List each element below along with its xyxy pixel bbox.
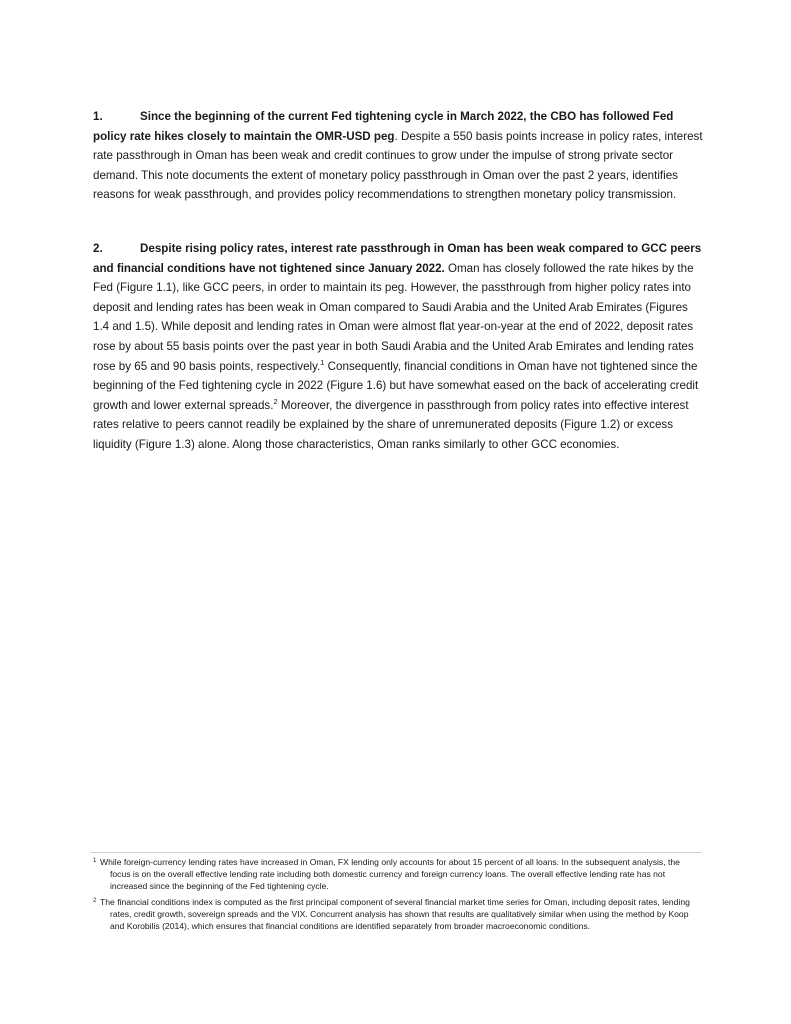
paragraph-number: 1. xyxy=(93,110,103,123)
paragraph-number: 2. xyxy=(93,242,103,255)
footnote-mark: 1 xyxy=(93,858,97,864)
footnote-ref-1[interactable]: 1 xyxy=(320,357,325,367)
footnote-divider xyxy=(90,852,702,853)
footnote-2 xyxy=(93,897,699,932)
footnote-1 xyxy=(93,857,699,892)
paragraph-1 xyxy=(93,107,703,205)
paragraph-lead: Despite rising policy rates, interest rate passthrough in Oman has been weak compared to GCC peers and financial conditions have not tightened since January 2022. xyxy=(93,242,702,275)
paragraph-body: . Despite a 550 basis points increase in policy rates, interest rate passthrough in Oman has been weak and credit continues to grow under the impulse of strong private sector demand. This note documents the extent of monetary policy passthrough in Oman over the past 2 years, identifies reasons for weak passthrough, and provides policy recommendations to strengthen monetary policy transmission. xyxy=(93,129,703,202)
paragraph-lead: Since the beginning of the current Fed tightening cycle in March 2022, the CBO has followed Fed policy rate hikes closely to maintain the OMR-USD peg xyxy=(93,110,674,143)
paragraph-2 xyxy=(93,239,703,455)
footnote-ref-2[interactable]: 2 xyxy=(273,396,278,406)
footnote-mark: 2 xyxy=(93,898,97,904)
footnote-text: The financial conditions index is computed as the first principal component of several financial market time series for Oman, including deposit rates, lending rates, credit growth, sovereign spreads and the VIX. Concurrent analysis has shown that results are qualitatively similar when using the method by Koop and Korobilis (2014), which ensures that financial conditions are identified separately from broader macroeconomic conditions. xyxy=(100,897,690,931)
paragraph-body-part-2: Consequently, financial conditions in Oman have not tightened since the beginning of the Fed tightening cycle in 2022 (Figure 1.6) but have somewhat eased on the back of accelerating credit growth and lower external spreads. xyxy=(93,359,699,412)
footnote-text: While foreign-currency lending rates have increased in Oman, FX lending only accounts for about 15 percent of all loans. In the subsequent analysis, the focus is on the overall effective lending rate including both domestic currency and foreign currency loans. The overall effective lending rate has not increased since the beginning of the Fed tightening cycle. xyxy=(100,857,680,891)
paragraph-body-part-1: Oman has closely followed the rate hikes by the Fed (Figure 1.1), like GCC peers, in order to maintain its peg. However, the passthrough from higher policy rates into deposit and lending rates has been weak in Oman compared to Saudi Arabia and the United Arab Emirates (Figures 1.4 and 1.5). While deposit and lending rates in Oman were almost flat year-on-year at the end of 2022, deposit rates rose by about 55 basis points over the past year in both Saudi Arabia and the United Arab Emirates and lending rates rose by 65 and 90 basis points, respectively. xyxy=(93,261,694,373)
paragraph-body-part-3: Moreover, the divergence in passthrough from policy rates into effective interest rates relative to peers cannot readily be explained by the share of unremunerated deposits (Figure 1.2) or excess liquidity (Figure 1.3) alone. Along those characteristics, Oman ranks similarly to other GCC economies. xyxy=(93,398,689,451)
